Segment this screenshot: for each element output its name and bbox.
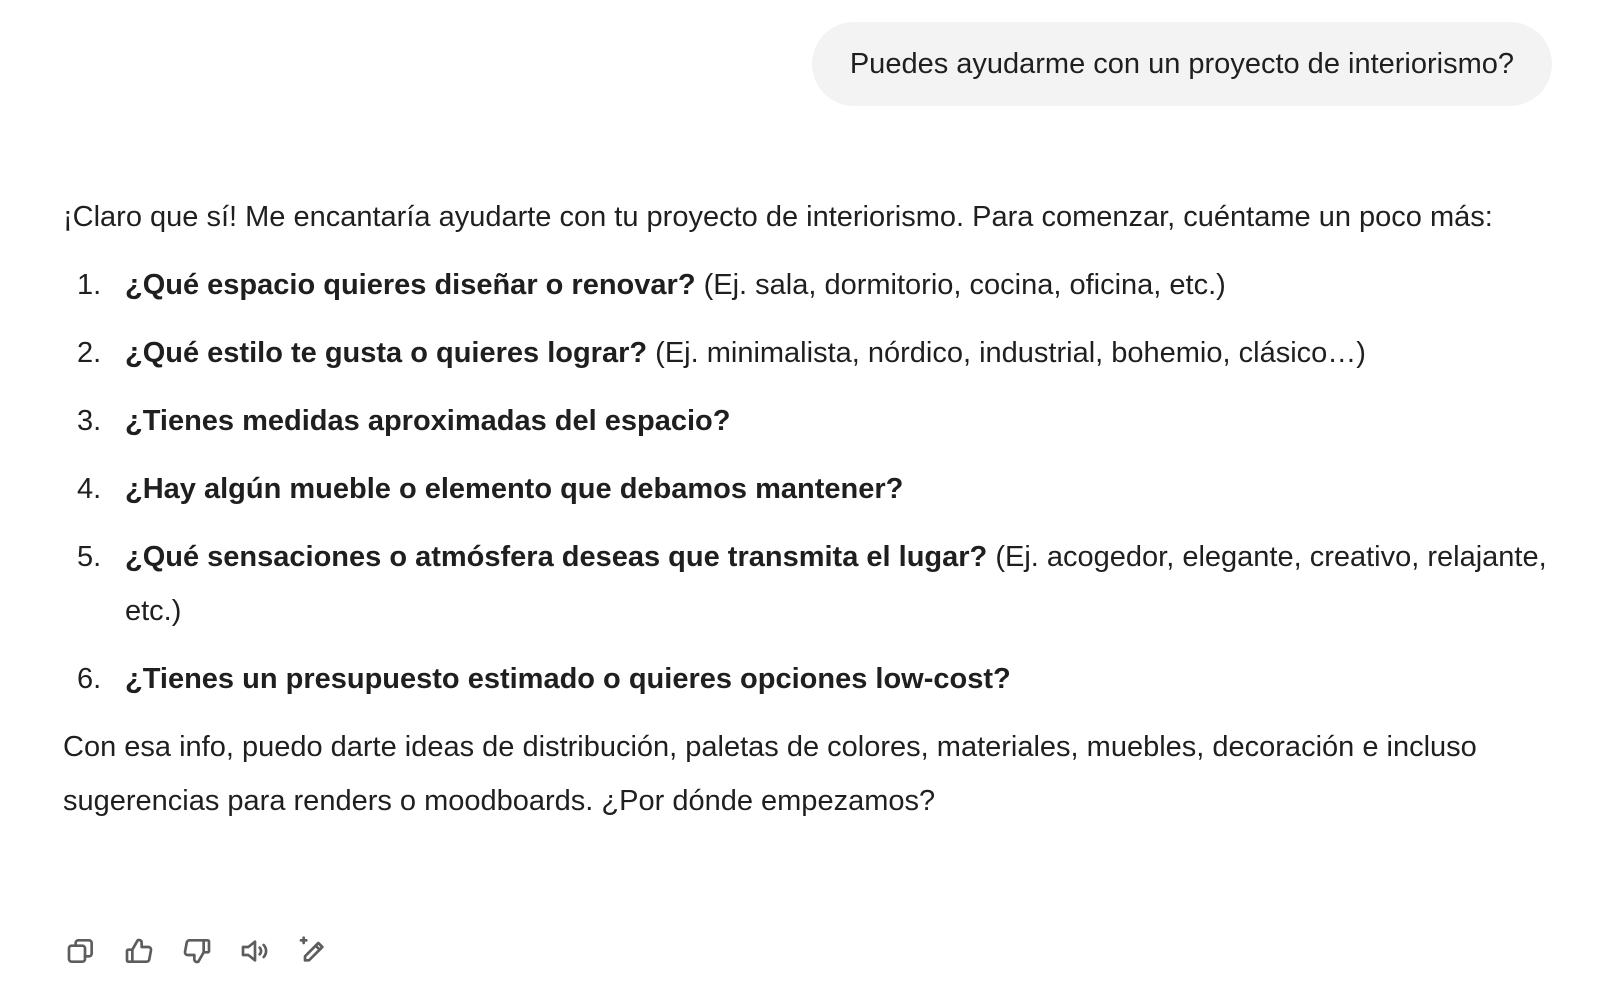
question-detail: (Ej. sala, dormitorio, cocina, oficina, etc.) [695, 269, 1226, 301]
list-item [63, 394, 1553, 448]
read-aloud-icon [239, 935, 271, 972]
copy-icon [65, 935, 97, 972]
list-item [63, 652, 1553, 706]
thumbs-down-icon [181, 935, 213, 972]
user-message-bubble [812, 22, 1552, 106]
question-bold: ¿Qué estilo te gusta o quieres lograr? [125, 337, 648, 369]
list-item [63, 258, 1553, 312]
question-bold: ¿Qué sensaciones o atmósfera deseas que transmita el lugar? [125, 541, 988, 573]
list-number: 3. [77, 405, 102, 437]
edit-sparkle-button[interactable] [295, 935, 331, 971]
assistant-intro: ¡Claro que sí! Me encantaría ayudarte con tu proyecto de interiorismo. Para comenzar, cuéntame un poco más: [63, 201, 1493, 233]
thumbs-up-icon [123, 935, 155, 972]
list-number: 4. [77, 473, 102, 505]
question-bold: ¿Tienes medidas aproximadas del espacio? [125, 405, 731, 437]
assistant-message [63, 190, 1553, 828]
read-aloud-button[interactable] [237, 935, 273, 971]
assistant-outro: Con esa info, puedo darte ideas de distribución, paletas de colores, materiales, muebles, decoración e incluso sugerencias para renders o moodboards. ¿Por dónde empezamos? [63, 731, 1477, 817]
list-item [63, 530, 1553, 638]
message-actions [63, 935, 331, 971]
question-bold: ¿Tienes un presupuesto estimado o quieres opciones low-cost? [125, 663, 1011, 695]
question-list [63, 258, 1553, 706]
thumbs-up-button[interactable] [121, 935, 157, 971]
list-number: 2. [77, 337, 102, 369]
list-item [63, 326, 1553, 380]
list-number: 5. [77, 541, 102, 573]
question-detail: (Ej. minimalista, nórdico, industrial, bohemio, clásico…) [647, 337, 1366, 369]
edit-sparkle-icon [297, 935, 329, 972]
list-item [63, 462, 1553, 516]
list-number: 6. [77, 663, 102, 695]
user-message-text: Puedes ayudarme con un proyecto de interiorismo? [849, 47, 1514, 80]
list-number: 1. [77, 269, 102, 301]
copy-button[interactable] [63, 935, 99, 971]
thumbs-down-button[interactable] [179, 935, 215, 971]
question-bold: ¿Hay algún mueble o elemento que debamos mantener? [125, 473, 904, 505]
question-detail: (Ej. acogedor, elegante, creativo, relajante, etc.) [125, 541, 1547, 627]
question-bold: ¿Qué espacio quieres diseñar o renovar? [125, 269, 696, 301]
